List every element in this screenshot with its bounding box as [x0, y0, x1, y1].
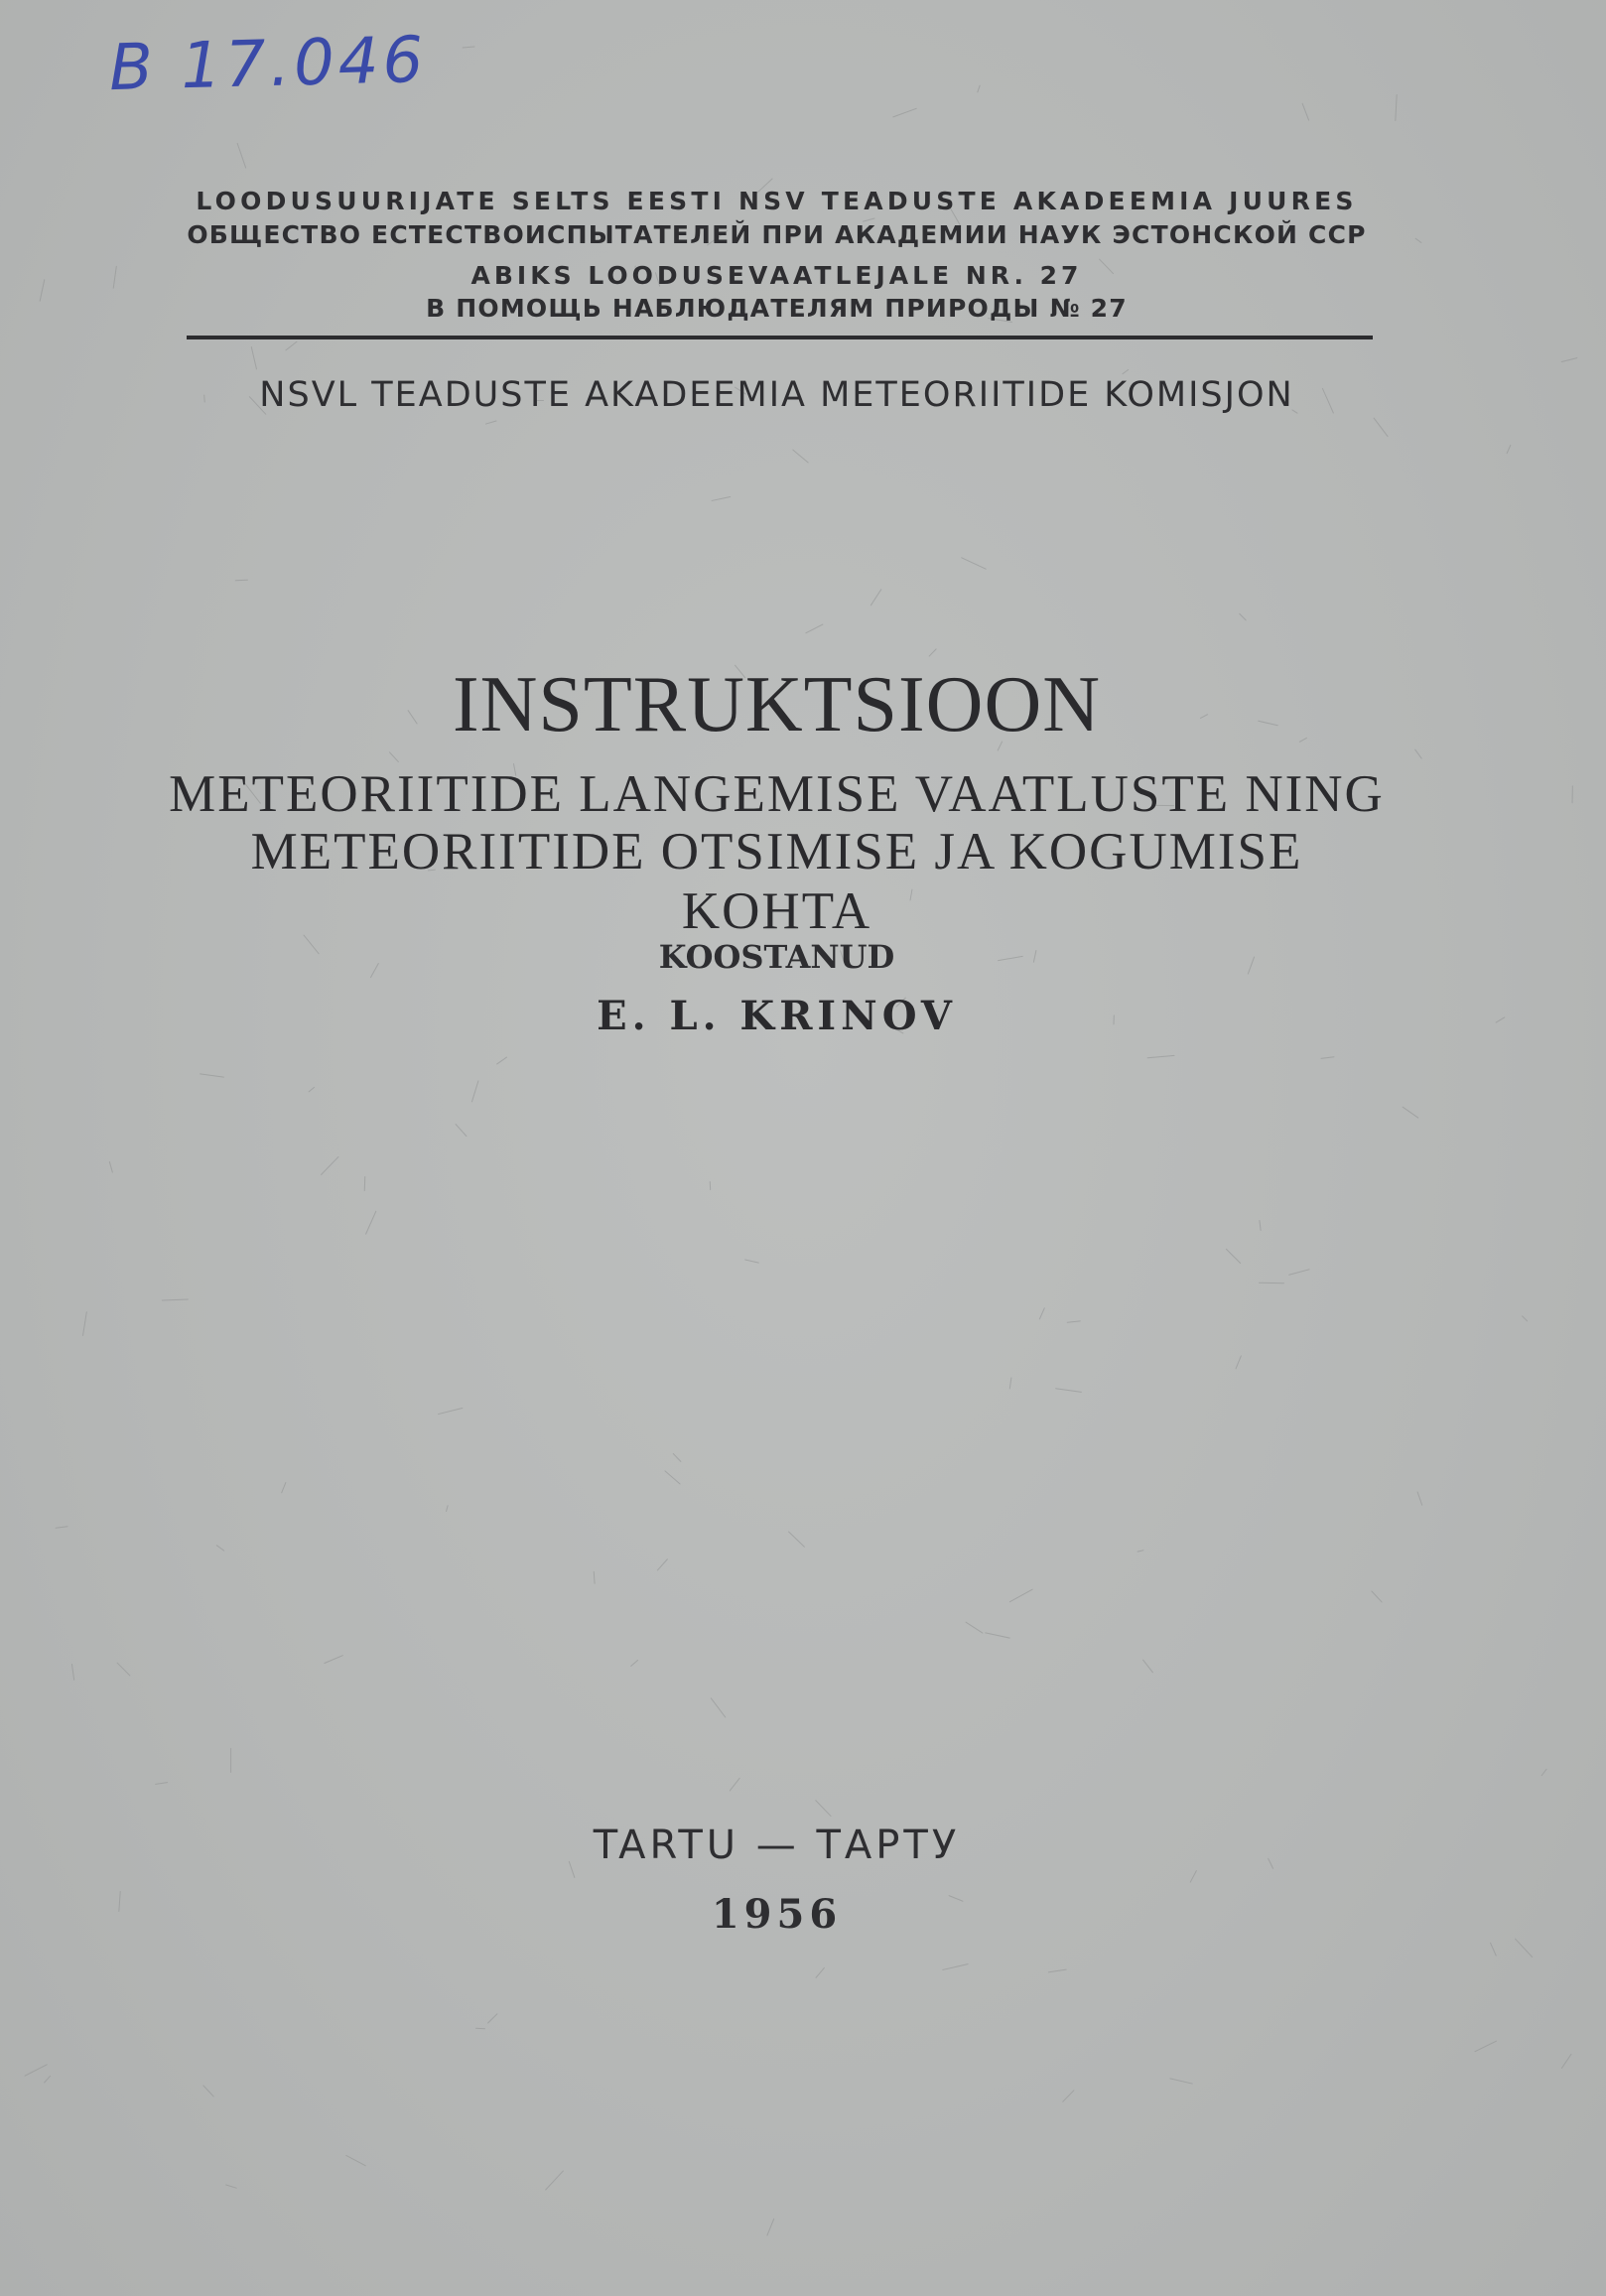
- paper-fiber: [1495, 1017, 1505, 1023]
- paper-fiber: [235, 580, 248, 581]
- paper-fiber: [56, 1526, 68, 1529]
- paper-fiber: [1147, 1055, 1175, 1058]
- paper-fiber: [788, 1531, 805, 1547]
- paper-fiber: [1038, 1307, 1044, 1320]
- imprint-place: TARTU — ТАРТУ: [593, 1823, 961, 1868]
- paper-fiber: [116, 1663, 130, 1677]
- paper-fiber: [108, 1161, 112, 1172]
- paper-fiber: [1416, 1491, 1422, 1505]
- compiled-by-label: KOOSTANUD: [658, 938, 895, 976]
- paper-fiber: [870, 589, 881, 606]
- paper-fiber: [1301, 103, 1309, 121]
- issue-number-estonian: ABIKS LOODUSEVAATLEJALE NR. 27: [470, 261, 1083, 290]
- paper-fiber: [39, 280, 45, 303]
- paper-fiber: [961, 557, 987, 570]
- imprint-year: 1956: [711, 1891, 843, 1938]
- paper-fiber: [112, 266, 116, 289]
- handwritten-shelfmark: B 17.046: [108, 23, 429, 106]
- paper-fiber: [711, 496, 731, 501]
- paper-fiber: [1561, 357, 1577, 362]
- paper-fiber: [815, 1800, 831, 1817]
- paper-fiber: [1189, 1870, 1197, 1883]
- paper-fiber: [664, 1470, 681, 1485]
- paper-fiber: [966, 1621, 984, 1633]
- paper-fiber: [202, 2085, 214, 2096]
- paper-fiber: [251, 346, 257, 369]
- commission-name: NSVL TEADUSTE AKADEEMIA METEORIITIDE KOMISJON: [259, 375, 1294, 415]
- author-name: E. L. KRINOV: [597, 993, 957, 1039]
- paper-fiber: [485, 421, 497, 425]
- paper-fiber: [928, 648, 936, 657]
- paper-fiber: [1414, 748, 1422, 758]
- paper-fiber: [71, 1664, 74, 1681]
- paper-fiber: [1560, 2054, 1571, 2070]
- paper-fiber: [730, 1777, 740, 1791]
- paper-fiber: [1239, 613, 1247, 621]
- paper-fiber: [711, 1697, 727, 1718]
- paper-fiber: [1373, 417, 1388, 437]
- paper-fiber: [985, 1633, 1010, 1639]
- paper-fiber: [1169, 2078, 1193, 2084]
- paper-fiber: [363, 1176, 365, 1191]
- paper-fiber: [455, 1124, 467, 1137]
- paper-fiber: [744, 1259, 759, 1263]
- paper-fiber: [1235, 1355, 1242, 1370]
- paper-fiber: [225, 2184, 236, 2188]
- paper-fiber: [24, 2064, 48, 2077]
- paper-fiber: [545, 2170, 564, 2190]
- paper-fiber: [767, 2219, 775, 2236]
- paper-fiber: [630, 1660, 638, 1667]
- paper-fiber: [45, 2076, 52, 2084]
- paper-fiber: [1414, 238, 1421, 244]
- paper-fiber: [1048, 1968, 1067, 1972]
- paper-fiber: [942, 1963, 968, 1970]
- header-divider: [187, 336, 1373, 339]
- paper-fiber: [709, 1181, 710, 1190]
- paper-fiber: [389, 751, 399, 762]
- paper-fiber: [1056, 1388, 1083, 1393]
- paper-fiber: [365, 1210, 376, 1234]
- paper-fiber: [1515, 1938, 1534, 1958]
- paper-fiber: [438, 1408, 463, 1415]
- paper-fiber: [792, 449, 809, 463]
- paper-fiber: [1226, 1249, 1242, 1265]
- paper-fiber: [815, 1967, 825, 1979]
- paper-fiber: [656, 1558, 668, 1571]
- paper-fiber: [200, 1073, 224, 1077]
- paper-fiber: [230, 1748, 231, 1773]
- paper-fiber: [309, 1086, 316, 1092]
- paper-fiber: [1067, 1321, 1081, 1323]
- paper-fiber: [1288, 1269, 1309, 1276]
- paper-fiber: [1522, 1315, 1529, 1322]
- subtitle-line-2: METEORIITIDE OTSIMISE JA KOGUMISE KOHTA: [250, 823, 1303, 940]
- series-line-russian: ОБЩЕСТВО ЕСТЕСТВОИСПЫТАТЕЛЕЙ ПРИ АКАДЕМИИ НАУК ЭСТОНСКОЙ ССР: [187, 220, 1367, 249]
- paper-fiber: [594, 1571, 596, 1584]
- paper-fiber: [1136, 1550, 1143, 1553]
- paper-fiber: [162, 1298, 189, 1300]
- paper-fiber: [1062, 2090, 1074, 2102]
- issue-number-russian: В ПОМОЩЬ НАБЛЮДАТЕЛЯМ ПРИРОДЫ № 27: [426, 294, 1128, 323]
- paper-fiber: [892, 107, 916, 117]
- paper-fiber: [1490, 1943, 1497, 1957]
- paper-fiber: [1009, 1589, 1033, 1603]
- paper-fiber: [1572, 785, 1573, 803]
- paper-fiber: [474, 2028, 484, 2030]
- paper-fiber: [215, 1545, 224, 1552]
- paper-fiber: [118, 1891, 120, 1912]
- paper-fiber: [672, 1453, 681, 1463]
- paper-fiber: [1371, 1591, 1383, 1603]
- paper-fiber: [805, 624, 824, 634]
- paper-fiber: [1540, 1768, 1546, 1776]
- paper-fiber: [1474, 2041, 1497, 2053]
- paper-fiber: [324, 1655, 342, 1664]
- paper-fiber: [463, 46, 475, 48]
- paper-fiber: [82, 1311, 87, 1336]
- paper-fiber: [487, 2013, 498, 2024]
- series-line-estonian: LOODUSUURIJATE SELTS EESTI NSV TEADUSTE AKADEEMIA JUURES: [196, 187, 1358, 215]
- paper-fiber: [320, 1156, 338, 1176]
- paper-fiber: [345, 2155, 366, 2167]
- paper-fiber: [446, 1505, 449, 1512]
- paper-fiber: [496, 1056, 507, 1064]
- paper-fiber: [237, 143, 247, 169]
- paper-fiber: [1321, 1056, 1335, 1059]
- paper-fiber: [1123, 369, 1130, 374]
- paper-fiber: [471, 1080, 479, 1103]
- paper-fiber: [977, 85, 981, 93]
- paper-fiber: [1402, 1106, 1418, 1118]
- paper-fiber: [1009, 1377, 1012, 1389]
- paper-fiber: [1259, 1220, 1261, 1231]
- paper-fiber: [281, 1482, 286, 1493]
- subtitle-line-1: METEORIITIDE LANGEMISE VAATLUSTE NING: [169, 765, 1385, 823]
- paper-fiber: [1395, 94, 1397, 121]
- page-title: INSTRUKTSIOON: [453, 661, 1101, 748]
- paper-fiber: [1506, 445, 1511, 455]
- paper-fiber: [155, 1782, 168, 1785]
- paper-fiber: [1142, 1660, 1153, 1674]
- paper-fiber: [285, 340, 297, 350]
